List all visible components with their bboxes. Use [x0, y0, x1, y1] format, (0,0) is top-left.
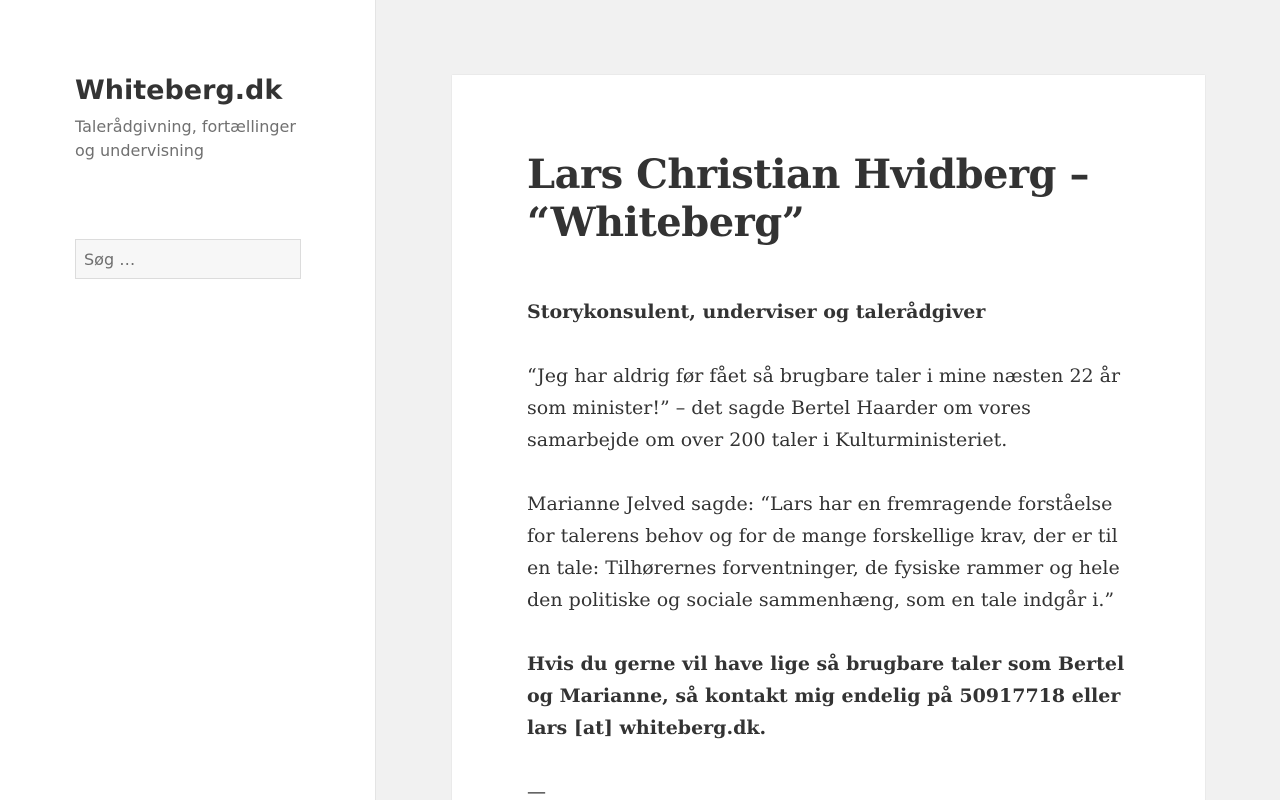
article-separator: — — [527, 781, 546, 800]
site-title-link[interactable]: Whiteberg.dk — [75, 75, 283, 106]
article — [527, 151, 1127, 800]
article-paragraph-quote-jelved: Marianne Jelved sagde: “Lars har en fremragende forståelse for talerens behov og for de mange forskellige krav, der er til en tale: Tilhørernes forventninger, de fysiske rammer og hele den politiske og sociale sammenhæng, som en tale indgår i.” — [527, 493, 1120, 611]
search-input[interactable] — [75, 239, 301, 279]
article-body — [527, 296, 1127, 800]
article-title: Lars Christian Hvidberg – “Whiteberg” — [527, 151, 1089, 246]
site-description: Talerådgivning, fortællinger og undervisning — [75, 117, 296, 160]
sidebar — [0, 0, 376, 800]
article-card — [452, 75, 1205, 800]
article-contact-text: Hvis du gerne vil have lige så brugbare taler som Bertel og Marianne, så kontakt mig endelig på 50917718 eller lars [at] whiteberg.dk. — [527, 653, 1125, 739]
article-paragraph-quote-haarder: “Jeg har aldrig før fået så brugbare taler i mine næsten 22 år som minister!” – det sagde Bertel Haarder om vores samarbejde om over 200 taler i Kulturministeriet. — [527, 365, 1121, 451]
article-subtitle: Storykonsulent, underviser og talerådgiver — [527, 301, 986, 323]
